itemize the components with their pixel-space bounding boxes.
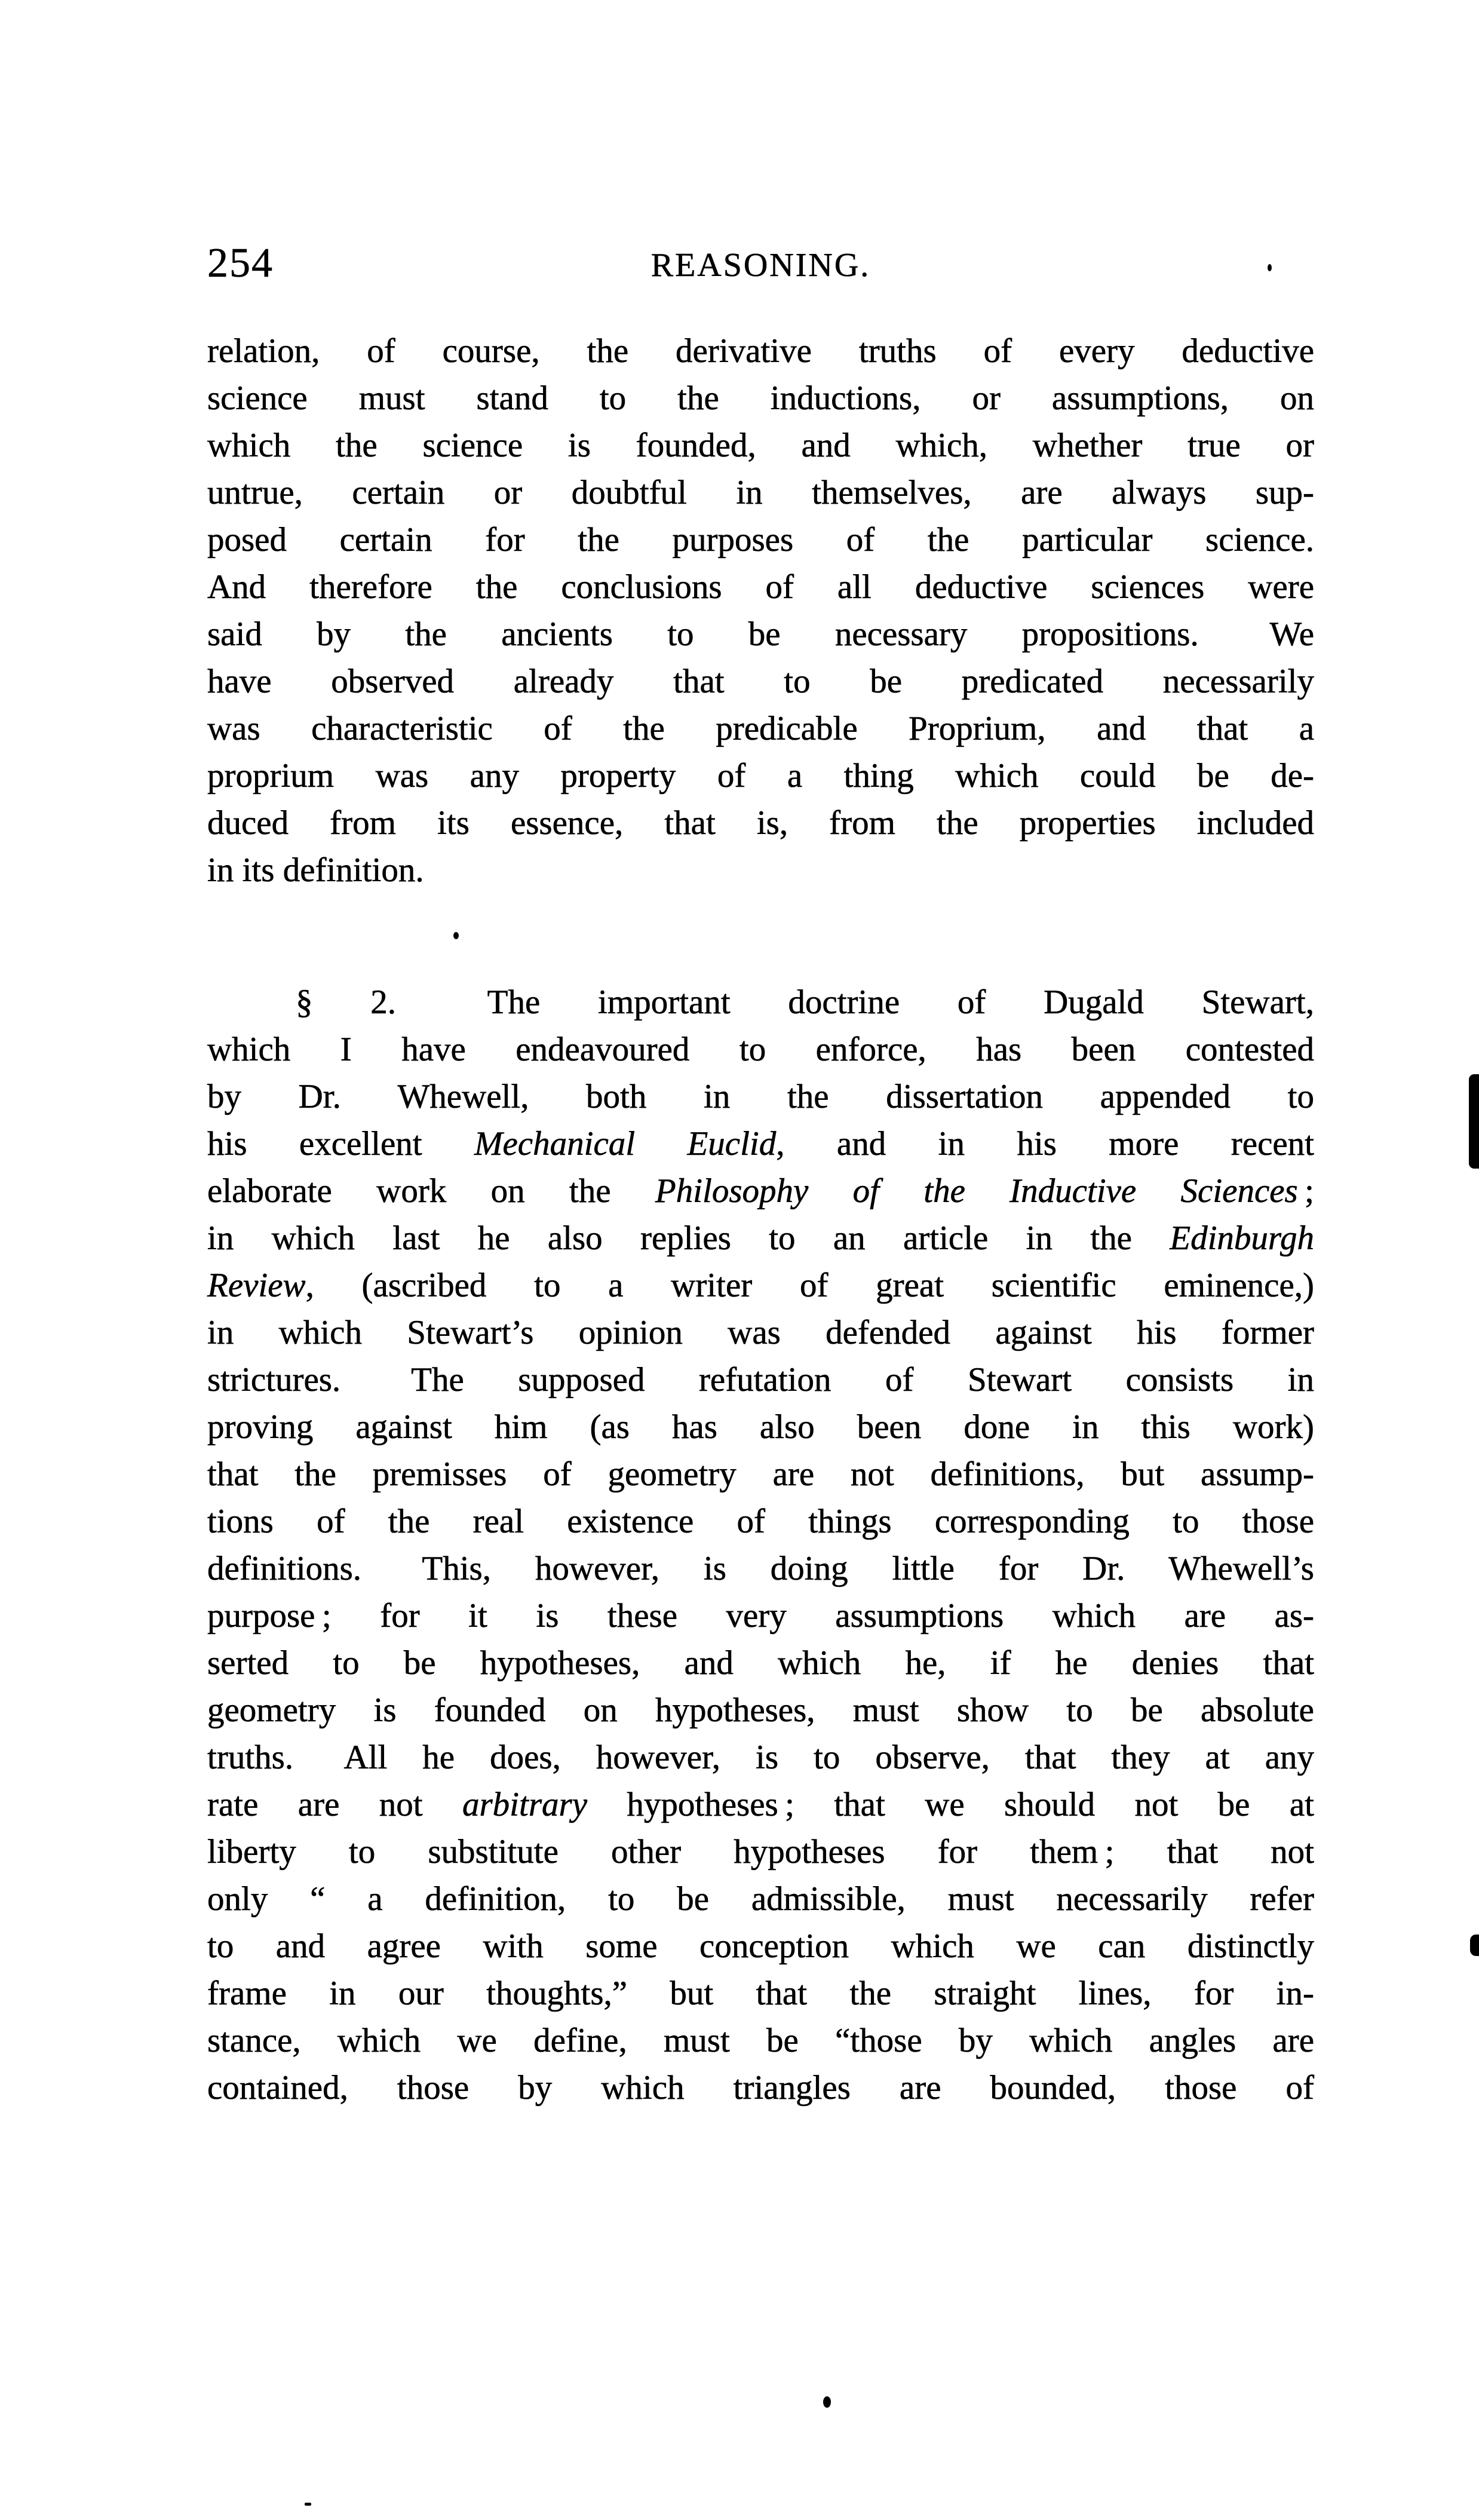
text-segment: proving against him (as has also been done in this work) [207,1408,1314,1446]
italic-text: arbitrary [462,1786,588,1823]
text-segment: tions of the real existence of things corresponding to those [207,1503,1314,1540]
text-line [207,1639,1314,1687]
text-line [207,1592,1314,1639]
italic-text: Review [207,1267,306,1304]
text-line [207,1403,1314,1451]
text-line [207,1073,1314,1120]
scan-edge-mark [1470,1935,1479,1956]
text-segment: geometry is founded on hypotheses, must show to be absolute [207,1691,1314,1729]
text-segment: was characteristic of the predicable Proprium, and that a [207,710,1314,747]
text-line [207,375,1314,422]
text-line [207,611,1314,658]
text-line [207,422,1314,469]
text-line [207,1498,1314,1545]
italic-text: Edinburgh [1170,1219,1314,1257]
text-line [207,658,1314,705]
text-segment: duced from its essence, that is, from the properties included [207,804,1314,842]
italic-text: Philosophy of the Inductive Sciences [655,1172,1298,1210]
ink-speck [823,2396,831,2408]
text-line [207,1828,1314,1875]
text-line [207,705,1314,752]
text-line [207,1970,1314,2017]
text-line [207,1781,1314,1828]
text-line [207,469,1314,516]
text-segment: , (ascribed to a writer of great scientific eminence,) [305,1267,1314,1304]
text-segment: said by the ancients to be necessary propositions. We [207,615,1314,653]
text-line [207,1120,1314,1167]
text-line [207,1309,1314,1356]
paragraph [207,327,1314,894]
ink-speck [453,932,459,939]
text-segment: that the premisses of geometry are not definitions, but assump- [207,1455,1314,1493]
text-segment: , and in his more recent [776,1125,1315,1163]
text-line [207,1875,1314,1923]
text-segment: contained, those by which triangles are bounded, those of [207,2069,1314,2107]
text-line [207,1923,1314,1970]
text-segment: only “ a definition, to be admissible, must necessarily refer [207,1880,1314,1918]
text-line [207,1215,1314,1262]
text-segment: have observed already that to be predicated necessarily [207,663,1314,700]
text-line [207,979,1314,1026]
text-segment: truths. All he does, however, is to observe, that they at any [207,1739,1314,1776]
ink-speck [305,2503,311,2506]
text-segment: strictures. The supposed refutation of Stewart consists in [207,1361,1314,1399]
text-segment: posed certain for the purposes of the particular science. [207,521,1314,559]
text-segment: definitions. This, however, is doing little for Dr. Whewell’s [207,1550,1314,1587]
text-line [207,516,1314,563]
text-segment: science must stand to the inductions, or assumptions, on [207,379,1314,417]
paragraph [207,979,1314,2111]
text-segment: his excellent [207,1125,475,1163]
text-segment: relation, of course, the derivative truths of every deductive [207,332,1314,370]
text-segment: elaborate work on the [207,1172,655,1210]
text-segment: And therefore the conclusions of all deductive sciences were [207,568,1314,606]
text-segment: to and agree with some conception which we can distinctly [207,1927,1314,1965]
text-line [207,799,1314,847]
text-line [207,1545,1314,1592]
text-segment: by Dr. Whewell, both in the dissertation appended to [207,1078,1314,1115]
ink-speck [1268,264,1272,271]
text-segment: which I have endeavoured to enforce, has been contested [207,1031,1314,1068]
text-segment: hypotheses ; that we should not be at [587,1786,1314,1823]
text-line [207,1262,1314,1309]
text-segment: in which Stewart’s opinion was defended against his former [207,1314,1314,1351]
text-line [207,1356,1314,1403]
text-segment: § 2. The important doctrine of Dugald Stewart, [296,983,1314,1021]
text-segment: in its definition. [207,851,424,889]
text-line [207,847,1314,894]
text-block [207,327,1314,2111]
text-segment: which the science is founded, and which, whether true or [207,427,1314,464]
text-line [207,1451,1314,1498]
running-header: REASONING. [650,247,871,284]
text-line [207,563,1314,611]
text-segment: purpose ; for it is these very assumptions which are as- [207,1597,1314,1635]
text-segment: proprium was any property of a thing which could be de- [207,757,1314,795]
page-number: 254 [207,240,274,286]
text-line [207,327,1314,375]
text-segment: ; [1297,1172,1314,1210]
text-segment: untrue, certain or doubtful in themselves, are always sup- [207,474,1314,511]
text-line [207,752,1314,799]
scan-edge-mark [1469,1074,1479,1169]
italic-text: Mechanical Euclid [474,1125,777,1163]
text-segment: rate are not [207,1786,462,1823]
text-segment: stance, which we define, must be “those by which angles are [207,2022,1314,2059]
text-line [207,2064,1314,2111]
text-segment: frame in our thoughts,” but that the straight lines, for in- [207,1975,1314,2012]
text-line [207,1734,1314,1781]
text-line [207,1026,1314,1073]
text-line [207,1167,1314,1215]
text-segment: in which last he also replies to an article in the [207,1219,1170,1257]
text-line [207,1687,1314,1734]
text-segment: liberty to substitute other hypotheses for them ; that not [207,1833,1314,1871]
text-line [207,2017,1314,2064]
text-segment: serted to be hypotheses, and which he, if he denies that [207,1644,1314,1682]
